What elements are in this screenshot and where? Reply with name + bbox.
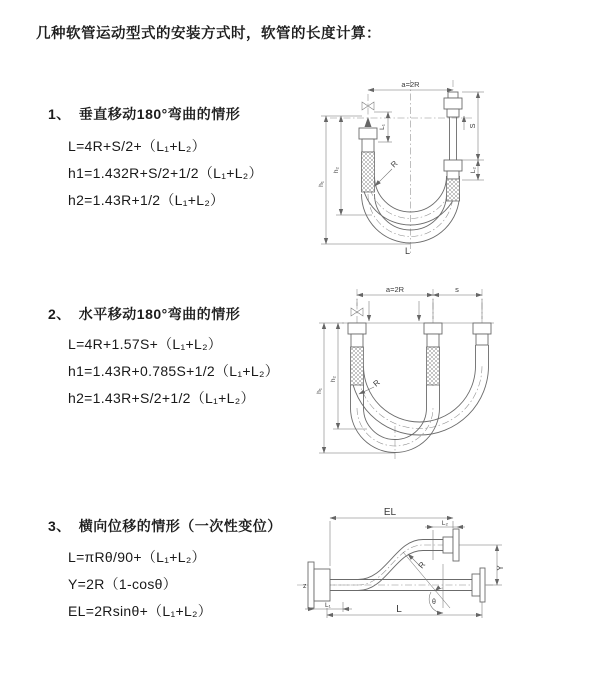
formula-2-l: L=4R+1.57S+（L₁+L₂） xyxy=(68,336,223,352)
dim-el-label: EL xyxy=(383,507,397,518)
diagram-vertical-180-bend xyxy=(312,68,552,258)
formula-3-el: EL=2Rsinθ+（L₁+L₂） xyxy=(68,603,213,619)
dim-h1-label: h₁ xyxy=(318,181,325,187)
radius-label: R xyxy=(389,158,400,170)
formula-2-h2: h2=1.43R+S/2+1/2（L₁+L₂） xyxy=(68,390,255,406)
dim-span-label: a=2R xyxy=(385,285,405,294)
formula-3-l: L=πRθ/90+（L₁+L₂） xyxy=(68,549,206,565)
dim-y-label: Y xyxy=(496,565,505,571)
section-3-title: 横向位移的情形（一次性变位） xyxy=(78,518,282,534)
dim-l-label: L xyxy=(396,604,402,615)
formula-3-y: Y=2R（1-cosθ） xyxy=(68,576,178,592)
formula-1-h2: h2=1.43R+1/2（L₁+L₂） xyxy=(68,192,225,208)
section-1-title: 垂直移动180°弯曲的情形 xyxy=(78,106,241,122)
radius-label: R xyxy=(416,560,428,571)
braided-hose-section xyxy=(447,179,460,201)
formula-1-h1: h1=1.432R+S/2+1/2（L₁+L₂） xyxy=(68,165,263,181)
dim-l1-label: L₁ xyxy=(325,602,331,609)
up-arrow xyxy=(365,117,372,127)
dim-h1-label: h₁ xyxy=(316,388,323,394)
section-3-heading xyxy=(48,516,282,536)
dim-h2-label: h₂ xyxy=(330,375,337,383)
page-title: 几种软管运动型式的安装方式时，软管的长度计算： xyxy=(36,26,381,42)
length-label: L xyxy=(405,246,411,256)
section-1-heading xyxy=(48,104,240,124)
dim-s-label: S xyxy=(468,123,477,129)
diagram-horizontal-180-bend xyxy=(312,281,552,466)
dim-h2-label: h₂ xyxy=(333,166,340,174)
axis-z-mark: z xyxy=(303,583,307,590)
dim-s-l2 xyxy=(462,92,484,180)
dim-span xyxy=(368,80,453,90)
section-1-number: 1、 xyxy=(48,106,71,122)
section-2-number: 2、 xyxy=(48,306,71,322)
dim-l xyxy=(327,602,482,618)
hose-arcs xyxy=(351,366,489,453)
dim-span-label: a=2R xyxy=(401,80,420,89)
formula-2-h1: h1=1.43R+0.785S+1/2（L₁+L₂） xyxy=(68,363,279,379)
middle-leg-fitting xyxy=(424,323,442,385)
right-leg-fitting xyxy=(444,92,464,201)
diagram-lateral-displacement xyxy=(295,502,570,642)
left-leg-fitting xyxy=(359,117,377,192)
dim-el xyxy=(330,507,453,566)
angle-theta-label: θ xyxy=(432,599,436,606)
section-3-number: 3、 xyxy=(48,518,71,534)
lower-right-flange xyxy=(472,568,485,602)
radius-leader xyxy=(375,159,400,186)
braided-hose-section xyxy=(351,347,364,385)
right-leg-fitting xyxy=(473,323,491,366)
braided-hose-section xyxy=(427,347,440,385)
dim-l2-label: L₂ xyxy=(441,520,449,527)
formula-1-l: L=4R+S/2+（L₁+L₂） xyxy=(68,138,206,154)
braided-hose-section xyxy=(362,152,375,192)
left-leg-fitting xyxy=(348,323,366,385)
upper-right-flange xyxy=(443,529,459,561)
section-2-title: 水平移动180°弯曲的情形 xyxy=(78,306,241,322)
dim-l2-label: L₂ xyxy=(470,166,477,174)
dim-l1-label: L₁ xyxy=(379,124,386,130)
dim-s-label: s xyxy=(455,285,459,294)
dim-span xyxy=(357,285,482,321)
section-2-heading xyxy=(48,304,240,324)
radius-label: R xyxy=(371,377,382,389)
radius-and-angle xyxy=(403,552,450,613)
